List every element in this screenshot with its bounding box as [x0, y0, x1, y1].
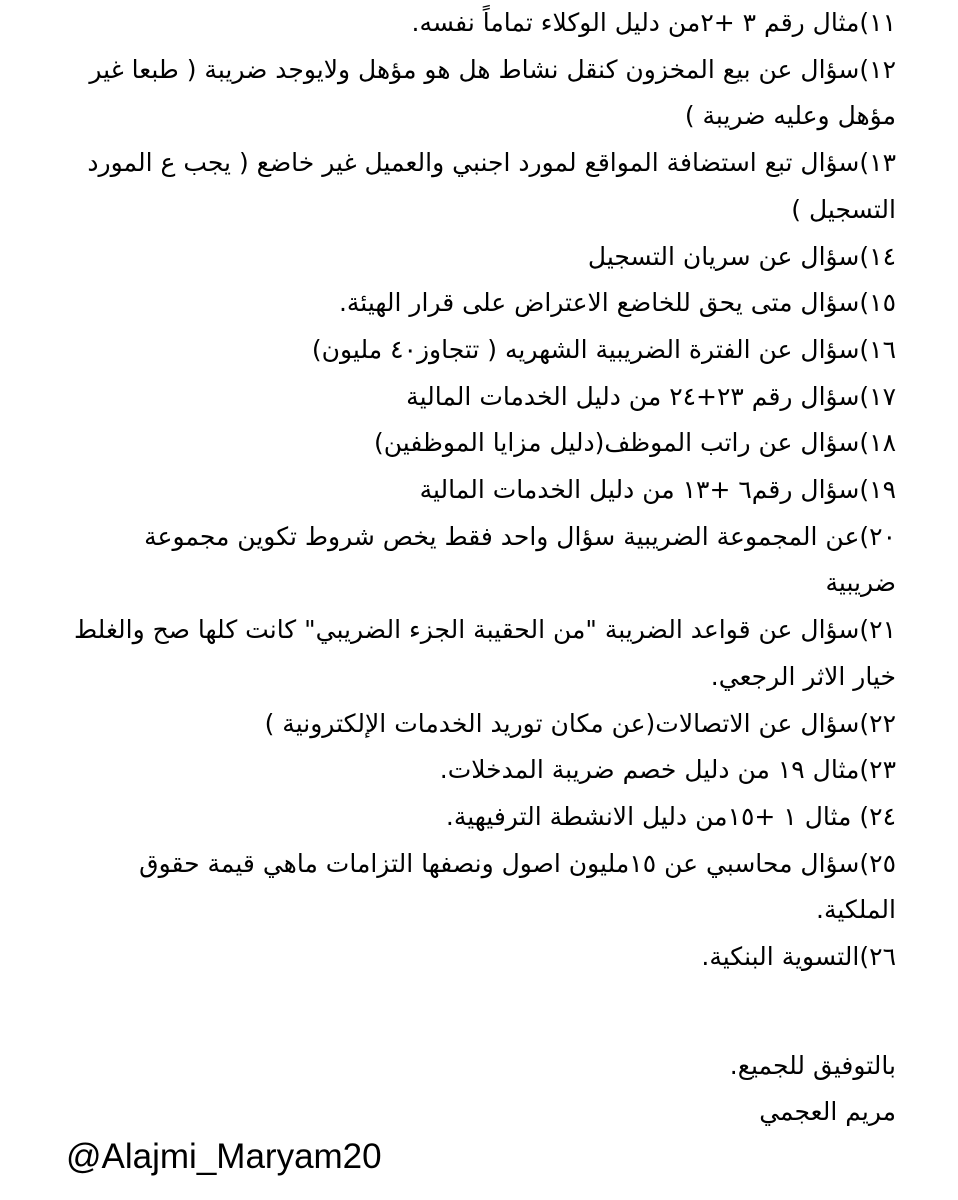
list-item: ١٨)سؤال عن راتب الموظف(دليل مزايا الموظفين)	[374, 428, 896, 458]
list-item: ٢١)سؤال عن قواعد الضريبة "من الحقيبة الجزء الضريبي" كانت كلها صح والغلط خيار الاثر الرجعي.	[73, 615, 896, 691]
social-handle: @Alajmi_Maryam20	[66, 1137, 382, 1176]
list-item: ٢٥)سؤال محاسبي عن ١٥مليون اصول ونصفها التزامات ماهي قيمة حقوق الملكية.	[139, 848, 896, 925]
list-item: ١٦)سؤال عن الفترة الضريبية الشهريه ( تتجاوز٤٠ مليون)	[311, 334, 896, 364]
list-item: ١٢)سؤال عن بيع المخزون كنقل نشاط هل هو مؤهل ولايوجد ضريبة ( طبعا غير مؤهل وعليه ضريبة )	[89, 54, 896, 131]
list-item: ١١)مثال رقم ٣ +٢من دليل الوكلاء تماماً نفسه.	[411, 8, 896, 37]
list-item: ١٣)سؤال تبع استضافة المواقع لمورد اجنبي والعميل غير خاضع ( يجب ع المورد التسجيل )	[87, 148, 896, 224]
list-item: ٢٠)عن المجموعة الضريبية سؤال واحد فقط يخص شروط تكوين مجموعة ضريبية	[144, 521, 896, 598]
list-item: ٢٣)مثال ١٩ من دليل خصم ضريبة المدخلات.	[439, 755, 896, 785]
author-name: مريم العجمي	[759, 1097, 896, 1127]
list-item: ١٧)سؤال رقم ٢٣+٢٤ من دليل الخدمات المالية	[406, 381, 896, 411]
question-list	[70, 0, 896, 1136]
list-item: ٢٢)سؤال عن الاتصالات(عن مكان توريد الخدمات الإلكترونية )	[264, 708, 896, 738]
list-item: ١٤)سؤال عن سريان التسجيل	[587, 241, 896, 271]
list-item: ٢٦)التسوية البنكية.	[701, 942, 896, 972]
closing-text: بالتوفيق للجميع.	[729, 1050, 896, 1080]
list-item: ٢٤) مثال ١ +١٥من دليل الانشطة الترفيهية.	[445, 801, 896, 831]
list-item: ١٩)سؤال رقم٦ +١٣ من دليل الخدمات المالية	[419, 475, 896, 505]
spacer	[70, 981, 896, 1043]
list-item: ١٥)سؤال متى يحق للخاضع الاعتراض على قرار الهيئة.	[338, 288, 896, 318]
